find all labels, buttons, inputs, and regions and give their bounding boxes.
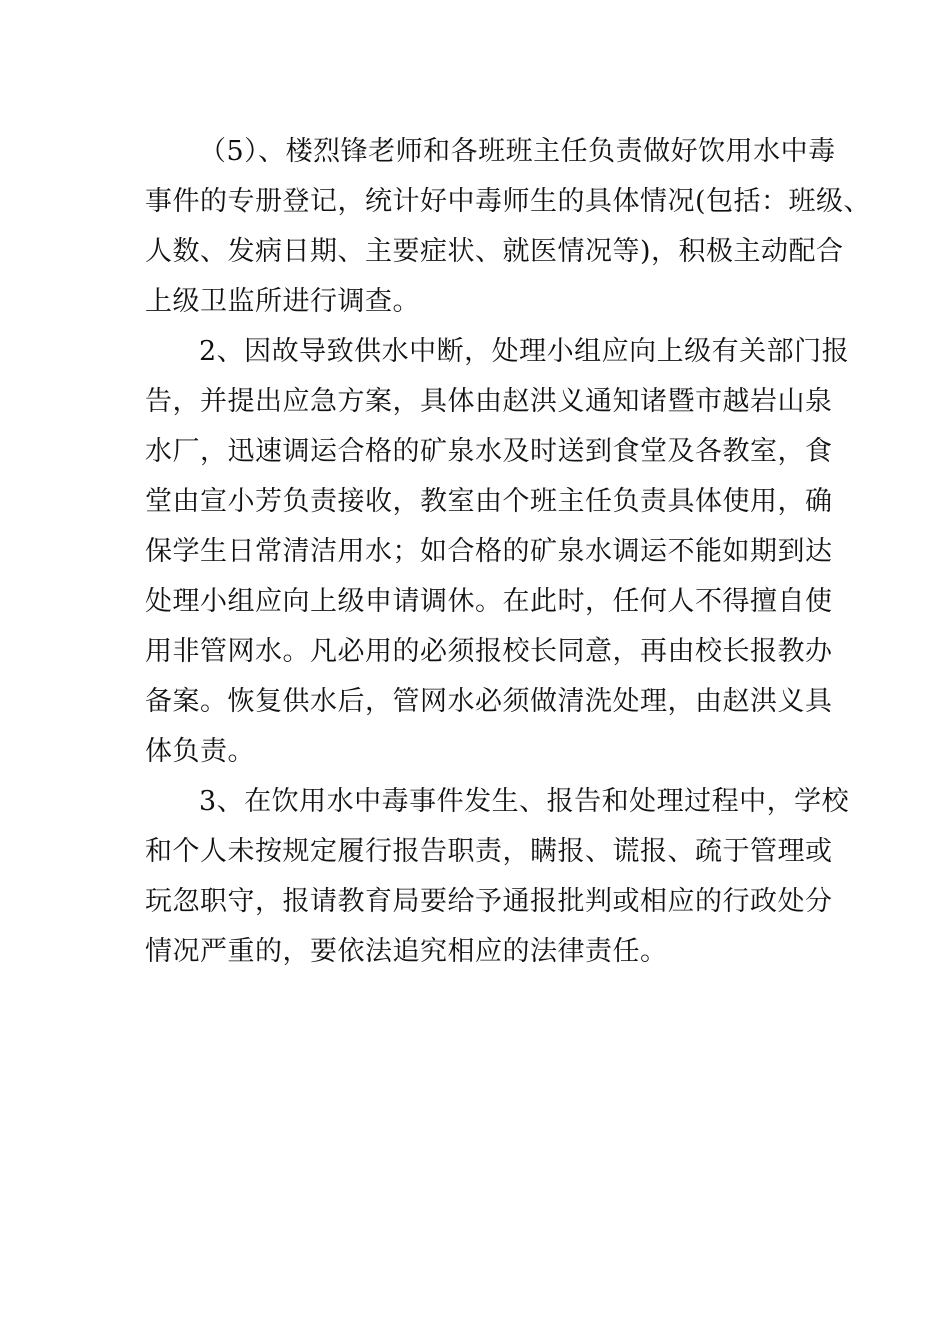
text-line: 堂由宣小芳负责接收，教室由个班主任负责具体使用，确	[145, 486, 833, 517]
text-line: 体负责。	[145, 736, 255, 767]
text-line: 保学生日常清洁用水；如合格的矿泉水调运不能如期到达	[145, 536, 833, 567]
text-line: 和个人未按规定履行报告职责，瞒报、谎报、疏于管理或	[145, 836, 833, 867]
text-line: 人数、发病日期、主要症状、就医情况等)，积极主动配合	[145, 236, 844, 267]
text-line: 备案。恢复供水后，管网水必须做清洗处理，由赵洪义具	[145, 686, 833, 717]
text-line: 事件的专册登记，统计好中毒师生的具体情况(包括：班级、	[145, 186, 872, 217]
text-line: 玩忽职守，报请教育局要给予通报批判或相应的行政处分	[145, 886, 833, 917]
text-line: 处理小组应向上级申请调休。在此时，任何人不得擅自使	[145, 586, 833, 617]
text-line: 告，并提出应急方案，具体由赵洪义通知诸暨市越岩山泉	[145, 386, 833, 417]
text-line: 水厂，迅速调运合格的矿泉水及时送到食堂及各教室，食	[145, 436, 833, 467]
text-line: 上级卫监所进行调查。	[145, 286, 420, 317]
text-line: （5）、楼烈锋老师和各班班主任负责做好饮用水中毒	[199, 136, 836, 167]
text-line: 用非管网水。凡必用的必须报校长同意，再由校长报教办	[145, 636, 833, 667]
text-line: 3、在饮用水中毒事件发生、报告和处理过程中，学校	[199, 786, 850, 817]
text-line: 情况严重的，要依法追究相应的法律责任。	[145, 936, 668, 967]
text-line: 2、因故导致供水中断，处理小组应向上级有关部门报	[199, 336, 850, 367]
